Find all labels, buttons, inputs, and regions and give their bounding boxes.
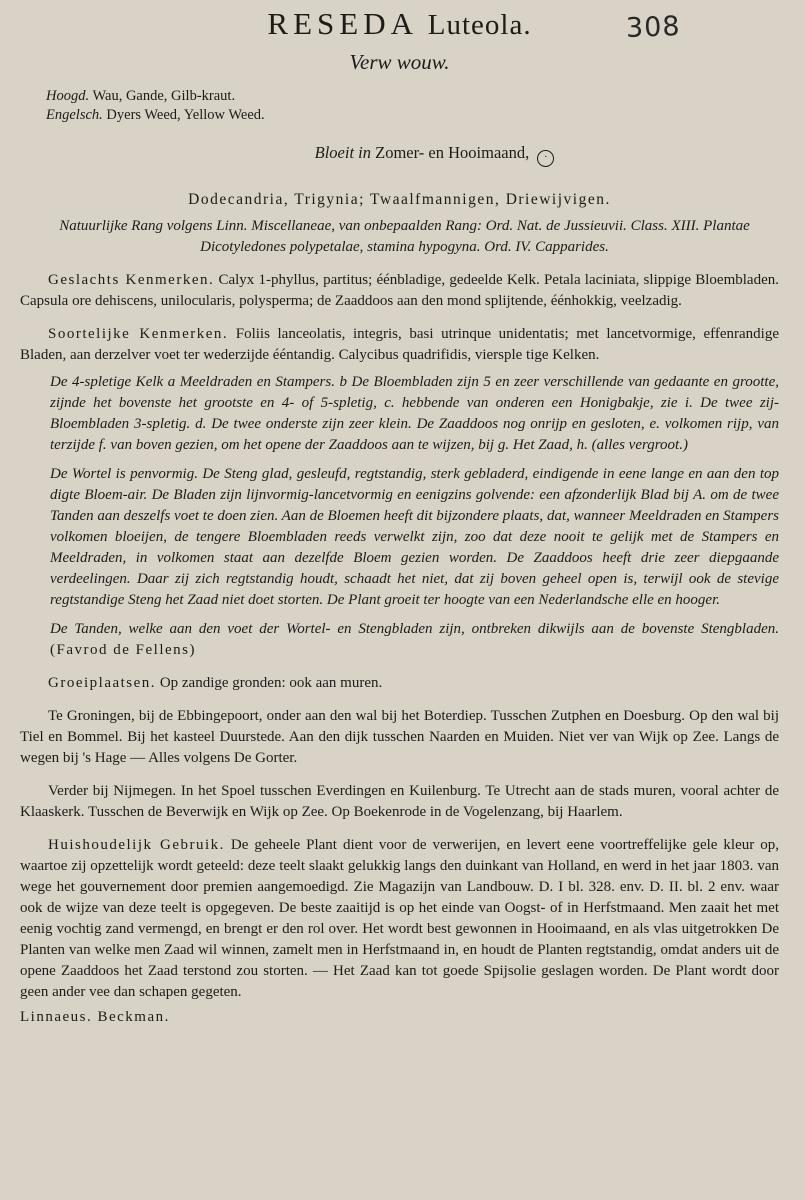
species-name: Luteola. bbox=[427, 9, 532, 41]
household-uses bbox=[20, 835, 779, 1003]
habitat-text: Op zandige gronden: ook aan muren. bbox=[159, 675, 383, 691]
natural-rank: Natuurlijke Rang volgens Linn. Miscellaneae, van onbepaalden Rang: Ord. Nat. de Jussieuvii. Class. XIII. Plantae Dicotyledones polypetalae, stamina hypogyna. Ord. IV. Capparides. bbox=[59, 218, 750, 255]
name-english: Engelsch. Dyers Weed, Yellow Weed. bbox=[46, 107, 265, 123]
note-text: De Tanden, welke aan den voet der Wortel- en Stengbladen zijn, ontbreken dikwijls aan de bovenste Stengbladen. bbox=[50, 621, 779, 637]
handwritten-page-number: 308 bbox=[625, 11, 682, 44]
common-names bbox=[46, 87, 779, 125]
genus-name: RESEDA bbox=[267, 6, 418, 41]
habitat bbox=[20, 673, 779, 694]
note-author: (Favrod de Fellens) bbox=[50, 642, 196, 658]
habitat-locations-2: Verder bij Nijmegen. In het Spoel tusschen Everdingen en Kuilenburg. Te Utrecht aan de stads muren, vooral achter de Klaaskerk. Tusschen de Beverwijk en Wijk op Zee. Op Boekenrode in de Vogelenzang, bij Haarlem. bbox=[20, 783, 779, 820]
name-german: Hoogd. Wau, Gande, Gilb-kraut. bbox=[46, 88, 236, 104]
genus-characters-text: Calyx 1-phyllus, partitus; éénbladige, gedeelde Kelk. Petala laciniata, slippige Bloembladen. Capsula ore dehiscens, unilocularis, polysperma; de Zaaddoos aan den mond splijtende, éénhokkig, veelzadig. bbox=[20, 272, 779, 309]
uses-text: De geheele Plant dient voor de verwerijen, en levert eene voortreffelijke gele kleur op, waartoe zij opzettelijk wordt geteeld: deze teelt slaakt gelukkig langs den duinkant van Holland, en werd in het jaar 1803. van wege het gouvernement door premien aangemoedigd. Zie Magazijn van Landbouw. D. I bl. 328. env. D. II. bl. 2 env. waar ook de wijze van deze teelt is opgegeven. De beste zaaitijd is op het einde van Oogst- of in Herfstmaand. Men zaait het met eenig vochtig zand vermengd, en brengt er den rol over. Het wordt best gewonnen in Hooimaand, en als vlas uitgetrokken De Planten van welke men Zaad wil winnen, zamelt men in Herfstmaand in, en houdt de Planten regtstandig, omdat anders uit de opene Zaaddoos het Zaad terstond zou storten. — Het Zaad kan tot goede Spijsolie geslagen worden. De Plant wordt door geen ander vee dan schapen gegeten. bbox=[20, 837, 779, 1000]
genus-characters-heading: Geslachts Kenmerken. bbox=[48, 272, 215, 288]
dutch-name: Verw wouw. bbox=[349, 50, 450, 74]
uses-heading: Huishoudelijk Gebruik. bbox=[48, 837, 225, 853]
habitat-locations-1: Te Groningen, bij de Ebbingepoort, onder aan den wal bij het Boterdiep. Tusschen Zutphen en Doesburg. Op den wal bij Tiel en Bommel. Bij het kasteel Duurstede. Aan den dijk tusschen Naarden en Muiden. Niet ver van Wijk op Zee. Langs de wegen bij 's Hage — Alles volgens De Gorter. bbox=[20, 708, 779, 766]
habitat-heading: Groeiplaatsen. bbox=[48, 675, 157, 691]
annual-symbol-icon: · bbox=[537, 150, 554, 167]
bloom-period: Bloeit in Zomer- en Hooimaand, · bbox=[90, 142, 779, 167]
page-title bbox=[20, 6, 779, 43]
note bbox=[20, 619, 779, 661]
figure-key: De 4-spletige Kelk a Meeldraden en Stampers. b De Bloembladen zijn 5 en zeer verschillende van gedaante en grootte, zijnde het bovenste het grootste en 4- of 5-spletig, c. hebbende van onderen een Honigbakje, zie i. De twee zij-Bloembladen 3-spletig. d. De twee onderste zijn zeer klein. De Zaaddoos nog onrijp en gesloten, e. volkomen rijp, van terzijde f. van boven gezien, om het opene der Zaaddoos aan te wijzen, bij g. Het Zaad, h. (alles vergroot.) bbox=[50, 374, 779, 453]
linnaean-class: Dodecandria, Trigynia; Twaalfmannigen, Driewijvigen. bbox=[188, 191, 611, 208]
references: Linnaeus. Beckman. bbox=[20, 1009, 170, 1025]
species-characters bbox=[20, 324, 779, 366]
plant-description: De Wortel is penvormig. De Steng glad, gesleufd, regtstandig, sterk gebladerd, eindigende in eene lange en aan den top digte Bloem-air. De Bladen zijn lijnvormig-lancetvormig en eenigzins golvende: een afzonderlijk Blad bij A. om de twee Tanden aan deszelfs voet te doen zien. Aan de Bloemen heeft dit bijzondere plaats, dat, wanneer Meeldraden en Stampers volkomen bloeijen, de tengere Bloembladen reeds verwelkt zijn, zoo dat deze nooit te gelijk met de Stampers en Meeldraden, in volkomen staat aan dezelfde Bloem gezien worden. De Zaaddoos heeft drie zeer diepgaande verdeelingen. Daar zij zich regtstandig houdt, schaadt het niet, dat zij boven geheel open is, terwijl ook de stevige regtstandige Steng het Zaad niet doet storten. De Plant groeit ter hoogte van een Nederlandsche elle en hooger. bbox=[50, 466, 779, 608]
genus-characters bbox=[20, 270, 779, 312]
species-characters-text: Foliis lanceolatis, integris, basi utrinque unidentatis; met lancetvormige, effenrandige Bladen, aan derzelver voet ter wederzijde ééntandig. Calycibus quadrifidis, viersple tige Kelken. bbox=[20, 326, 779, 363]
species-characters-heading: Soortelijke Kenmerken. bbox=[48, 326, 229, 342]
